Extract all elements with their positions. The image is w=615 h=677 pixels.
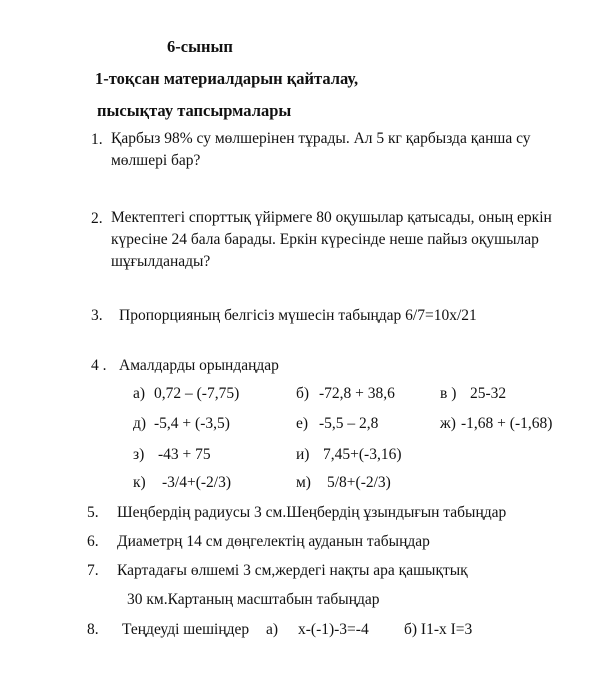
subitem-label: к) [133, 474, 146, 491]
subitem-label: ж) [440, 415, 456, 432]
subitem-expression: 25-32 [470, 385, 507, 402]
subitem-expression: 7,45+(-3,16) [323, 446, 402, 463]
subitem-expression: -3/4+(-2/3) [162, 474, 232, 491]
title-line-2: пысықтау тапсырмалары [97, 101, 292, 120]
task-text: мөлшері бар? [111, 152, 201, 169]
equation: х-(-1)-3=-4 [298, 621, 369, 638]
task-text: Мектептегі спорттық үйірмеге 80 оқушылар қатысады, оның еркін [111, 209, 552, 226]
subitem-expression: -72,8 + 38,6 [319, 385, 395, 402]
grade-label: 6-сынып [167, 37, 233, 56]
equation: б) I1-х I=3 [404, 621, 473, 638]
task-text: Теңдеуді шешіңдер [122, 621, 250, 638]
task-number: 6. [87, 533, 99, 550]
subitem-expression: 0,72 – (-7,75) [154, 385, 240, 402]
task-text: күресіне 24 бала барады. Еркін күресінде неше пайыз оқушылар [111, 231, 539, 248]
subitem-label: а) [133, 385, 146, 402]
subitem-label: и) [296, 446, 310, 463]
subitem-expression: -5,4 + (-3,5) [154, 415, 230, 432]
part-label: а) [266, 621, 279, 638]
task-text: Шеңбердің радиусы 3 см.Шеңбердің ұзындығын табыңдар [117, 504, 507, 521]
subitem-label: е) [296, 415, 309, 432]
subitem-label: б) [296, 385, 310, 402]
task-number: 7. [87, 562, 99, 579]
task-number: 5. [87, 504, 99, 521]
task-number: 4 . [91, 357, 107, 374]
task-number: 2. [91, 210, 103, 227]
task-text: Диаметрң 14 см дөңгелектің ауданын табыңдар [117, 533, 430, 550]
subitem-label: м) [296, 474, 311, 491]
subitem-expression: -5,5 – 2,8 [319, 415, 379, 432]
task-text: Қарбыз 98% су мөлшерінен тұрады. Ал 5 кг қарбызда қанша су [111, 130, 531, 147]
subitem-label: з) [133, 446, 145, 463]
subitem-expression: -43 + 75 [158, 446, 211, 463]
task-text: Пропорцияның белгісіз мүшесін табыңдар 6/7=10x/21 [119, 307, 477, 324]
title-line-1: 1-тоқсан материалдарын қайталау, [95, 69, 359, 88]
subitem-label: в ) [440, 385, 457, 402]
subitem-expression: -1,68 + (-1,68) [461, 415, 553, 432]
task-text: 30 км.Картаның масштабын табыңдар [127, 591, 380, 608]
task-number: 1. [91, 131, 103, 148]
task-text: шұғылданады? [111, 253, 211, 270]
task-text: Амалдарды орындаңдар [119, 357, 279, 374]
task-number: 3. [91, 307, 103, 324]
subitem-label: д) [133, 415, 147, 432]
task-text: Картадағы өлшемі 3 см,жердегі нақты ара қашықтық [117, 562, 468, 579]
task-number: 8. [87, 621, 99, 638]
subitem-expression: 5/8+(-2/3) [327, 474, 391, 491]
